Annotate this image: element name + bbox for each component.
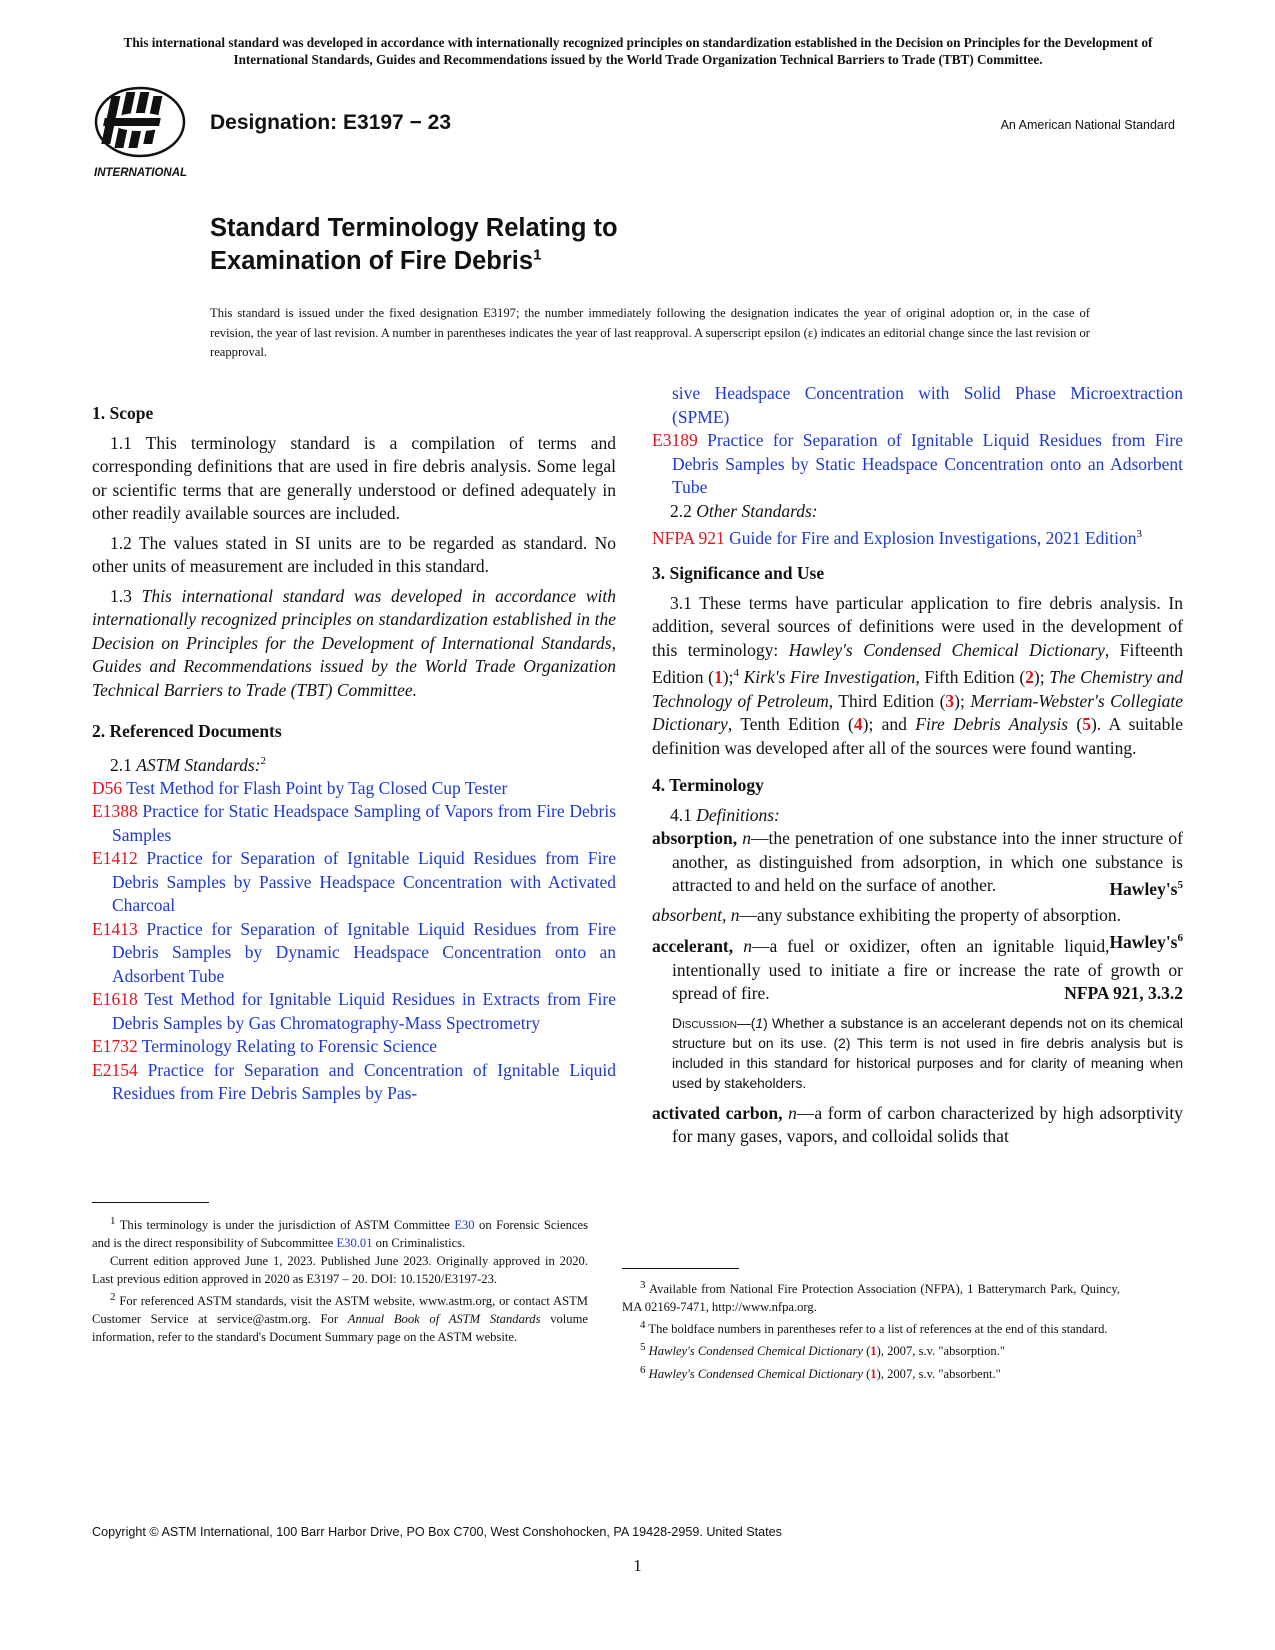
ref-e1413[interactable]: E1413 Practice for Separation of Ignitable Liquid Residues from Fire Debris Samples by Dynamic Headspace Concentration onto an Adsorbent Tube [92, 918, 616, 986]
footnote-2: $^2$ For referenced ASTM standards, visit the ASTM website, www.astm.org, or contact ASTM Customer Service at service@astm.org. For Annual Book of ASTM Standards volume information, refer to the standard's Document Summary page on the ASTM website. [92, 1291, 588, 1345]
left-column [92, 402, 616, 1106]
ref-e2154-cont[interactable]: sive Headspace Concentration with Solid Phase Microextraction (SPME) [672, 383, 1183, 427]
footnote-1: $^1$ This terminology is under the jurisdiction of ASTM Committee E30 on Forensic Sciences and is the direct responsibility of Subcommittee E30.01 on Criminalistics. [92, 1215, 588, 1251]
astm-logo [92, 84, 192, 180]
footnote-divider-right [622, 1268, 739, 1269]
ref-e1732[interactable]: E1732 Terminology Relating to Forensic Science [92, 1036, 438, 1057]
terminology-heading: 4. Terminology [652, 775, 764, 796]
edition-note: Current edition approved June 1, 2023. Published June 2023. Originally approved in 2020. Last previous edition approved in 2020 as E3197 – 20. DOI: 10.1520/E3197-23. [92, 1254, 588, 1287]
scope-1-1: 1.1 This terminology standard is a compilation of terms and corresponding definitions that are used in fire debris analysis. Some legal or scientific terms that are generally understood or defined adequately in other readily available sources are included. [92, 432, 616, 523]
footnotes-left [92, 1212, 588, 1346]
ref-e1388[interactable]: E1388 Practice for Static Headspace Sampling of Vapors from Fire Debris Samples [92, 801, 617, 845]
preamble: This standard is issued under the fixed designation E3197; the number immediately following the designation indicates the year of original adoption or, in the case of revision, the year of last revision. A number in parentheses indicates the year of last reapproval. A superscript epsilon (ε) indicates an editorial change since the last revision or reapproval. [210, 306, 1090, 359]
national-standard-label: An American National Standard [1000, 118, 1175, 132]
footnote-4: $^4$ The boldface numbers in parentheses refer to a list of references at the end of this standard. [640, 1319, 1108, 1337]
term-absorbent: absorbent, n—any substance exhibiting the property of absorption. $Hawley's^6$ [652, 904, 1183, 952]
top-note: This international standard was developed in accordance with internationally recognized principles on standardization established in the Decision on Principles for the Development of International Standards, Guides and Recommendations issued by the World Trade Organization Technical Barriers to Trade (TBT) Committee. [123, 35, 1153, 67]
significance-heading: 3. Significance and Use [652, 563, 825, 584]
footnotes-right [622, 1276, 1120, 1383]
ref-d56[interactable]: D56 Test Method for Flash Point by Tag Closed Cup Tester [92, 777, 508, 798]
title-line-2: Examination of Fire Debris [210, 247, 534, 275]
link-e30-01[interactable]: E30.01 [336, 1236, 373, 1251]
ref-nfpa-921[interactable]: NFPA 921 Guide for Fire and Explosion Investigations, 2021 Edition$^3$ [652, 527, 1142, 548]
astm-logo-icon [92, 84, 192, 180]
footnote-5: $^5$ Hawley's Condensed Chemical Dictionary (1), 2007, s.v. "absorption." [640, 1341, 1005, 1359]
discussion-note: Discussion—(1) Whether a substance is an accelerant depends not on its chemical structure but on its use. (2) This term is not used in fire debris analysis but is included in this standard for historical purposes and for clarity of meaning when used by stakeholders. [672, 1015, 1183, 1091]
page-title [210, 212, 618, 278]
ref-e1618[interactable]: E1618 Test Method for Ignitable Liquid Residues in Extracts from Fire Debris Samples by Gas Chromatography-Mass Spectrometry [92, 989, 616, 1033]
title-footnote-mark[interactable]: 1 [533, 246, 542, 264]
footnote-3: $^3$ Available from National Fire Protection Association (NFPA), 1 Batterymarch Park, Quincy, MA 02169-7471, http://www.nfpa.org. [622, 1279, 1120, 1315]
referenced-heading: 2. Referenced Documents [92, 721, 282, 741]
ref-e3189[interactable]: E3189 Practice for Separation of Ignitable Liquid Residues from Fire Debris Samples by Static Headspace Concentration onto an Adsorbent Tube [652, 430, 1184, 497]
designation: Designation: E3197 − 23 [210, 111, 452, 134]
astm-standards-label: 2.1 ASTM Standards:$^2$ [110, 754, 267, 775]
ref-e2154[interactable]: E2154 Practice for Separation and Concentration of Ignitable Liquid Residues from Fire Debris Samples by Pas- [92, 1059, 616, 1104]
footnote-divider-left [92, 1202, 209, 1203]
right-column [652, 382, 1183, 1149]
page-number: 1 [633, 1556, 642, 1575]
term-absorption: absorption, n—the penetration of one substance into the inner structure of another, as distinguished from adsorption, in which one substance is attracted to and held on the surface of another. $Hawley's^5$ [652, 828, 1184, 899]
definitions-label: 4.1 Definitions: [670, 804, 780, 825]
footnote-6: $^6$ Hawley's Condensed Chemical Dictionary (1), 2007, s.v. "absorbent." [640, 1363, 1001, 1381]
scope-heading: 1. Scope [92, 403, 154, 423]
scope-1-3: 1.3 This international standard was developed in accordance with internationally recognized principles on standardization established in the Decision on Principles for the Development of International Standards, Guides and Recommendations issued by the World Trade Organization Technical Barriers to Trade (TBT) Committee. [92, 585, 617, 700]
title-line-1: Standard Terminology Relating to [210, 214, 618, 242]
term-accelerant: accelerant, n—a fuel or oxidizer, often an ignitable liquid, intentionally used to initiate a fire or increase the rate of growth or spread of fire. NFPA 921, 3.3.2 [652, 936, 1183, 1004]
ref-e1412[interactable]: E1412 Practice for Separation of Ignitable Liquid Residues from Fire Debris Samples by Passive Headspace Concentration with Activated Charcoal [92, 848, 616, 916]
link-e30[interactable]: E30 [454, 1218, 475, 1233]
significance-3-1: 3.1 These terms have particular application to fire debris analysis. In addition, several sources of definitions were used in the development of this terminology: Hawley's Condensed Chemical Dictionary, Fifteenth Edition (1);$^4$ Kirk's Fire Investigation, Fifth Edition (2); The Chemistry and Technology of Petroleum, Third Edition (3); Merriam-Webster's Collegiate Dictionary, Tenth Edition (4); and Fire Debris Analysis (5). A suitable definition was developed after all of the sources were found wanting. [652, 592, 1184, 758]
other-standards-label: 2.2 Other Standards: [670, 500, 818, 521]
scope-1-2: 1.2 The values stated in SI units are to be regarded as standard. No other units of measurement are included in this standard. [92, 532, 616, 576]
logo-text: INTERNATIONAL [94, 167, 188, 179]
term-activated-carbon: activated carbon, n—a form of carbon characterized by high adsorptivity for many gases, vapors, and colloidal solids that [652, 1102, 1183, 1147]
copyright: Copyright © ASTM International, 100 Barr Harbor Drive, PO Box C700, West Conshohocken, PA 19428-2959. United States [92, 1525, 782, 1539]
